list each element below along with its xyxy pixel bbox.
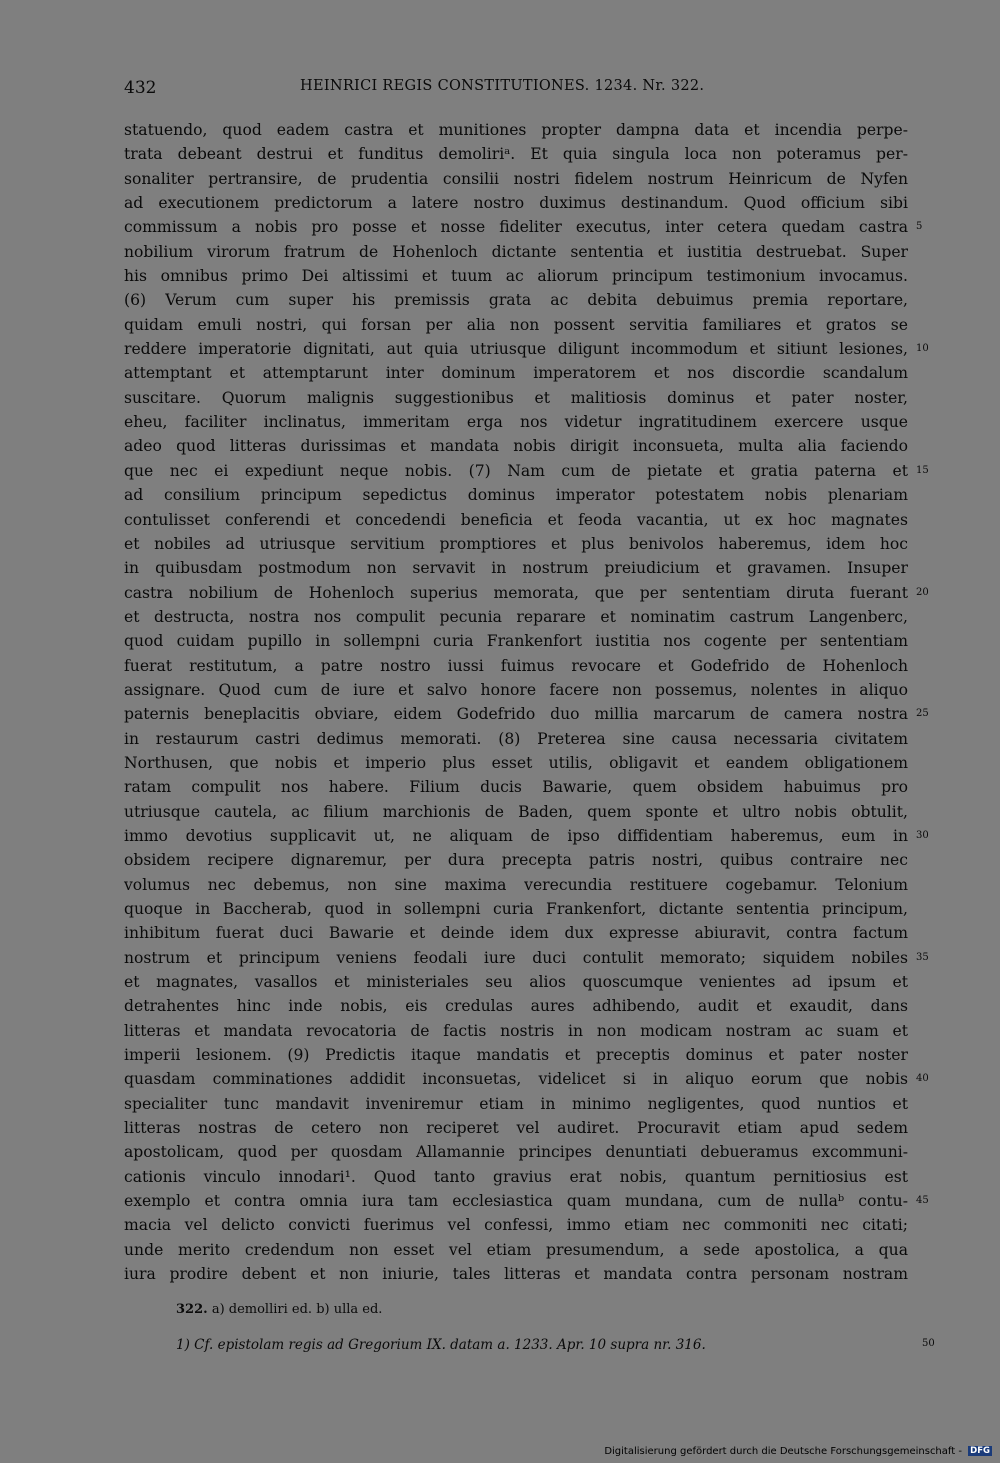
text-line [124, 581, 929, 605]
text-line [124, 410, 908, 434]
text-line-content: ratam compulit nos habere. Filium ducis Bawarie, quem obsidem habuimus pro [124, 778, 908, 797]
text-line-content: (6) Verum cum super his premissis grata ac debita debuimus premia reportare, [124, 291, 908, 310]
text-line-content: paternis beneplacitis obviare, eidem Godefrido duo millia marcarum de camera nostra [124, 705, 908, 724]
text-line [124, 167, 908, 191]
text-line-content: obsidem recipere dignaremur, per dura precepta patris nostri, quibus contraire nec [124, 851, 908, 870]
text-line [124, 386, 908, 410]
text-line [124, 264, 908, 288]
text-line-content: nobilium virorum fratrum de Hohenloch dictante sententia et iustitia destruebat. Super [124, 242, 908, 261]
text-line-content: immo devotius supplicavit ut, ne aliquam de ipso diffidentiam haberemus, eum in [124, 826, 908, 845]
variant-footnote-number: 322. [176, 1302, 208, 1317]
text-line-content: fuerat restitutum, a patre nostro iussi fuimus revocare et Godefrido de Hohenloch [124, 656, 908, 675]
text-line-content: et nobiles ad utriusque servitium promptiores et plus benivolos haberemus, idem hoc [124, 534, 908, 553]
text-line [124, 994, 908, 1018]
text-line [124, 142, 908, 166]
text-line [124, 824, 929, 848]
text-line [124, 1238, 908, 1262]
text-line-content: reddere imperatorie dignitati, aut quia utriusque diligunt incommodum et sitiunt lesiones, [124, 340, 908, 359]
text-line [124, 629, 908, 653]
text-line-content: que nec ei expediunt neque nobis. (7) Nam cum de pietate et gratia paterna et [124, 461, 908, 480]
text-line [124, 1165, 908, 1189]
text-line-content: imperii lesionem. (9) Predictis itaque mandatis et preceptis dominus et pater noster [124, 1046, 908, 1065]
margin-line-number: 35 [916, 951, 929, 963]
text-line [124, 191, 908, 215]
text-line-content: quidam emuli nostri, qui forsan per alia non possent servitia familiares et gratos se [124, 315, 908, 334]
text-line-content: contulisset conferendi et concedendi beneficia et feoda vacantia, ut ex hoc magnates [124, 510, 908, 529]
text-line [124, 848, 908, 872]
text-line [124, 434, 908, 458]
variant-footnote [176, 1302, 382, 1317]
text-line-content: cationis vinculo innodari¹. Quod tanto gravius erat nobis, quantum pernitiosius est [124, 1167, 908, 1186]
text-line [124, 532, 908, 556]
text-line [124, 1213, 908, 1237]
text-line [124, 1189, 929, 1213]
text-line [124, 800, 908, 824]
funding-credit-text: Digitalisierung gefördert durch die Deutsche Forschungsgemeinschaft - [604, 1446, 962, 1457]
text-line-content: attemptant et attemptarunt inter dominum imperatorem et nos discordie scandalum [124, 364, 908, 383]
margin-line-number: 20 [916, 586, 929, 598]
running-head: HEINRICI REGIS CONSTITUTIONES. 1234. Nr. 322. [300, 78, 705, 94]
source-footnote: 1) Cf. epistolam regis ad Gregorium IX. datam a. 1233. Apr. 10 supra nr. 316. [176, 1337, 706, 1353]
text-line-content: nostrum et principum veniens feodali iure duci contulit memorato; siquidem nobiles [124, 948, 908, 967]
variant-footnote-text: a) demolliri ed. b) ulla ed. [211, 1302, 383, 1317]
text-line [124, 873, 908, 897]
margin-line-number: 45 [916, 1195, 929, 1207]
text-line [124, 1116, 908, 1140]
text-line [124, 288, 908, 312]
text-line [124, 702, 929, 726]
dfg-logo: DFG [970, 1446, 990, 1456]
text-line-content: ad consilium principum sepedictus dominus imperator potestatem nobis plenariam [124, 486, 908, 505]
text-line [124, 337, 929, 361]
text-line-content: castra nobilium de Hohenloch superius memorata, que per sententiam diruta fuerant [124, 583, 908, 602]
text-line-content: apostolicam, quod per quosdam Allamannie principes denuntiati debueramus excommuni- [124, 1143, 908, 1162]
text-line [124, 678, 908, 702]
text-line [124, 654, 908, 678]
text-line-content: in restaurum castri dedimus memorati. (8) Preterea sine causa necessaria civitatem [124, 729, 908, 748]
text-line [124, 1262, 908, 1286]
text-line-content: inhibitum fuerat duci Bawarie et deinde idem dux expresse abiuravit, contra factum [124, 924, 908, 943]
text-line-content: Northusen, que nobis et imperio plus esset utilis, obligavit et eandem obligationem [124, 753, 908, 772]
text-line [124, 313, 908, 337]
margin-line-number: 5 [916, 221, 923, 233]
text-line-content: litteras nostras de cetero non reciperet vel audiret. Procuravit etiam apud sedem [124, 1119, 908, 1138]
text-line-content: litteras et mandata revocatoria de factis nostris in non modicam nostram ac suam et [124, 1021, 908, 1040]
text-line [124, 727, 908, 751]
text-line-content: trata debeant destrui et funditus demoliriᵃ. Et quia singula loca non poteramus per- [124, 145, 908, 164]
body-text [124, 118, 929, 1287]
text-line [124, 1140, 908, 1164]
text-line [124, 215, 923, 239]
text-line-content: quasdam comminationes addidit inconsuetas, videlicet si in aliquo eorum que nobis [124, 1070, 908, 1089]
text-line [124, 118, 908, 142]
text-line-content: detrahentes hinc inde nobis, eis credulas aures adhibendo, audit et exaudit, dans [124, 997, 908, 1016]
text-line [124, 921, 908, 945]
text-line [124, 240, 908, 264]
text-line-content: quoque in Baccherab, quod in sollempni curia Frankenfort, dictante sententia principum, [124, 900, 908, 918]
text-line-content: iura prodire debent et non iniurie, tales litteras et mandata contra personam nostram [124, 1265, 908, 1284]
funding-credit [604, 1446, 992, 1457]
margin-line-number: 25 [916, 708, 929, 720]
text-line-content: et magnates, vasallos et ministeriales seu alios quoscumque venientes ad ipsum et [124, 973, 908, 992]
text-line-content: assignare. Quod cum de iure et salvo honore facere non possemus, nolentes in aliquo [124, 680, 908, 699]
text-line-content: ad executionem predictorum a latere nostro duximus destinandum. Quod officium sibi [124, 194, 908, 213]
text-line [124, 605, 908, 629]
text-line-content: exemplo et contra omnia iura tam ecclesiastica quam mundana, cum de nullaᵇ contu- [124, 1192, 908, 1211]
text-line [124, 897, 908, 921]
text-line [124, 1067, 929, 1091]
text-line-content: macia vel delicto convicti fuerimus vel confessi, immo etiam nec commoniti nec citati; [124, 1216, 908, 1235]
text-line [124, 1092, 908, 1116]
text-line-content: specialiter tunc mandavit inveniremur etiam in minimo negligentes, quod nuntios et [124, 1094, 908, 1113]
text-line-content: et destructa, nostra nos compulit pecunia reparare et nominatim castrum Langenberc, [124, 607, 908, 626]
text-line [124, 775, 908, 799]
margin-line-number: 10 [916, 343, 929, 355]
text-line-content: in quibusdam postmodum non servavit in nostrum preiudicium et gravamen. Insuper [124, 559, 908, 578]
margin-line-number: 15 [916, 464, 929, 476]
text-line [124, 970, 908, 994]
text-line-content: suscitare. Quorum malignis suggestionibus et malitiosis dominus et pater noster, [124, 388, 908, 407]
text-line-content: utriusque cautela, ac filium marchionis de Baden, quem sponte et ultro nobis obtulit, [124, 802, 908, 821]
text-line-content: statuendo, quod eadem castra et munitiones propter dampna data et incendia perpe- [124, 121, 908, 139]
margin-line-number: 40 [916, 1073, 929, 1085]
text-line [124, 508, 908, 532]
text-line-content: quod cuidam pupillo in sollempni curia Frankenfort iustitia nos cogente per sententiam [124, 632, 908, 651]
text-line [124, 751, 908, 775]
text-line-content: volumus nec debemus, non sine maxima verecundia restituere cogebamur. Telonium [124, 875, 908, 894]
text-line-content: his omnibus primo Dei altissimi et tuum ac aliorum principum testimonium invocamus. [124, 267, 908, 286]
text-line-content: eheu, faciliter inclinatus, immeritam erga nos videtur ingratitudinem exercere usque [124, 413, 908, 432]
text-line-content: commissum a nobis pro posse et nosse fideliter executus, inter cetera quedam castra [124, 218, 908, 237]
text-line-content: adeo quod litteras durissimas et mandata nobis dirigit inconsueta, multa alia faciendo [124, 437, 908, 456]
text-line [124, 459, 929, 483]
text-line [124, 483, 908, 507]
text-line [124, 946, 929, 970]
text-line-content: unde merito credendum non esset vel etiam presumendum, a sede apostolica, a qua [124, 1240, 908, 1259]
page-number: 432 [124, 78, 157, 98]
footnote-line-number: 50 [922, 1338, 935, 1349]
text-line-content: sonaliter pertransire, de prudentia consilii nostri fidelem nostrum Heinricum de Nyfen [124, 169, 908, 188]
margin-line-number: 30 [916, 829, 929, 841]
text-line [124, 361, 908, 385]
text-line [124, 1019, 908, 1043]
text-line [124, 1043, 908, 1067]
text-line [124, 556, 908, 580]
